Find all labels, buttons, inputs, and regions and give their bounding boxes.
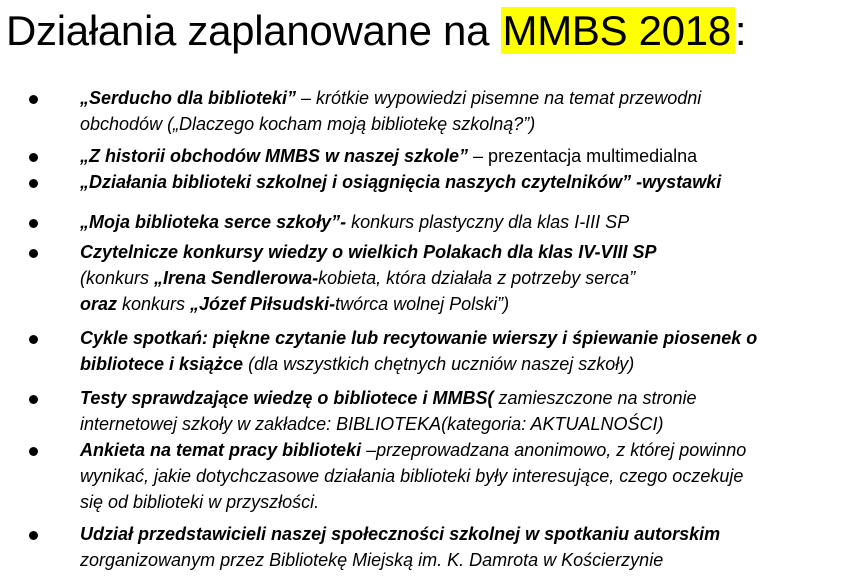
list-item-line xyxy=(80,464,743,489)
text-segment: się od biblioteki w przyszłości. xyxy=(80,492,320,512)
bullet-icon xyxy=(29,531,38,540)
bullet-icon xyxy=(29,249,38,258)
text-segment: konkurs plastyczny dla klas I-III SP xyxy=(346,212,630,232)
list-item-line xyxy=(80,170,721,195)
list-item-line xyxy=(80,86,701,111)
text-segment: kobieta, która działała z potrzeby serca” xyxy=(318,268,636,288)
text-segment: –przeprowadzana anonimowo, z której powinno xyxy=(361,440,747,460)
list-item-line xyxy=(80,326,757,351)
list-item-line xyxy=(80,352,634,377)
bullet-icon xyxy=(29,219,38,228)
list-item-line xyxy=(80,210,629,235)
title-highlight: MMBS 2018 xyxy=(501,7,735,54)
title-prefix: Działania zaplanowane na xyxy=(6,7,501,54)
title-suffix: : xyxy=(734,7,747,54)
list-item-line xyxy=(80,490,319,515)
bullet-icon xyxy=(29,335,38,344)
text-segment: (dla wszystkich chętnych uczniów naszej szkoły) xyxy=(243,354,635,374)
text-segment: obchodów („Dlaczego kocham moją bibliotekę szkolną?”) xyxy=(80,114,536,134)
bullet-icon xyxy=(29,95,38,104)
text-segment: Cykle spotkań: piękne czytanie lub recytowanie wierszy i śpiewanie piosenek o xyxy=(80,328,758,348)
list-item-line xyxy=(80,112,535,137)
text-segment: twórca wolnej Polski”) xyxy=(335,294,510,314)
text-segment: konkurs xyxy=(117,294,191,314)
text-segment: internetowej szkoły w zakładce: BIBLIOTEKA(kategoria: AKTUALNOŚCI) xyxy=(80,414,664,434)
text-segment: „Działania biblioteki szkolnej i osiągnięcia naszych czytelników” -wystawki xyxy=(80,172,722,192)
text-segment: „Irena Sendlerowa- xyxy=(154,268,319,288)
list-item-line xyxy=(80,386,697,411)
bullet-icon xyxy=(29,447,38,456)
text-segment: (konkurs xyxy=(80,268,155,288)
list-item-line xyxy=(80,266,635,291)
text-segment: „Z historii obchodów MMBS w naszej szkole” xyxy=(80,146,469,166)
list-item-line xyxy=(80,240,657,265)
list-item-line xyxy=(80,144,697,169)
list-item-line xyxy=(80,548,663,573)
text-segment: Testy sprawdzające wiedzę o bibliotece i MMBS( xyxy=(80,388,494,408)
text-segment: oraz xyxy=(80,294,118,314)
list-item-line xyxy=(80,292,509,317)
text-segment: „Serducho dla biblioteki” xyxy=(80,88,297,108)
bullet-icon xyxy=(29,179,38,188)
text-segment: zamieszczone na stronie xyxy=(493,388,697,408)
text-segment: bibliotece i książce xyxy=(80,354,244,374)
text-segment: Czytelnicze konkursy wiedzy o wielkich Polakach dla klas IV-VIII SP xyxy=(80,242,657,262)
text-segment: wynikać, jakie dotychczasowe działania biblioteki były interesujące, czego oczekuje xyxy=(80,466,744,486)
list-item-line xyxy=(80,522,720,547)
text-segment: – prezentacja multimedialna xyxy=(468,146,698,166)
bullet-icon xyxy=(29,395,38,404)
list-item-line xyxy=(80,438,746,463)
text-segment: „Józef Piłsudski- xyxy=(190,294,336,314)
page-title xyxy=(6,2,746,60)
bullet-icon xyxy=(29,153,38,162)
text-segment: Ankieta na temat pracy biblioteki xyxy=(80,440,362,460)
text-segment: – krótkie wypowiedzi pisemne na temat przewodni xyxy=(296,88,702,108)
text-segment: zorganizowanym przez Bibliotekę Miejską im. K. Damrota w Kościerzynie xyxy=(80,550,664,570)
text-segment: „Moja biblioteka serce szkoły”- xyxy=(80,212,347,232)
list-item-line xyxy=(80,412,664,437)
text-segment: Udział przedstawicieli naszej społeczności szkolnej w spotkaniu autorskim xyxy=(80,524,721,544)
